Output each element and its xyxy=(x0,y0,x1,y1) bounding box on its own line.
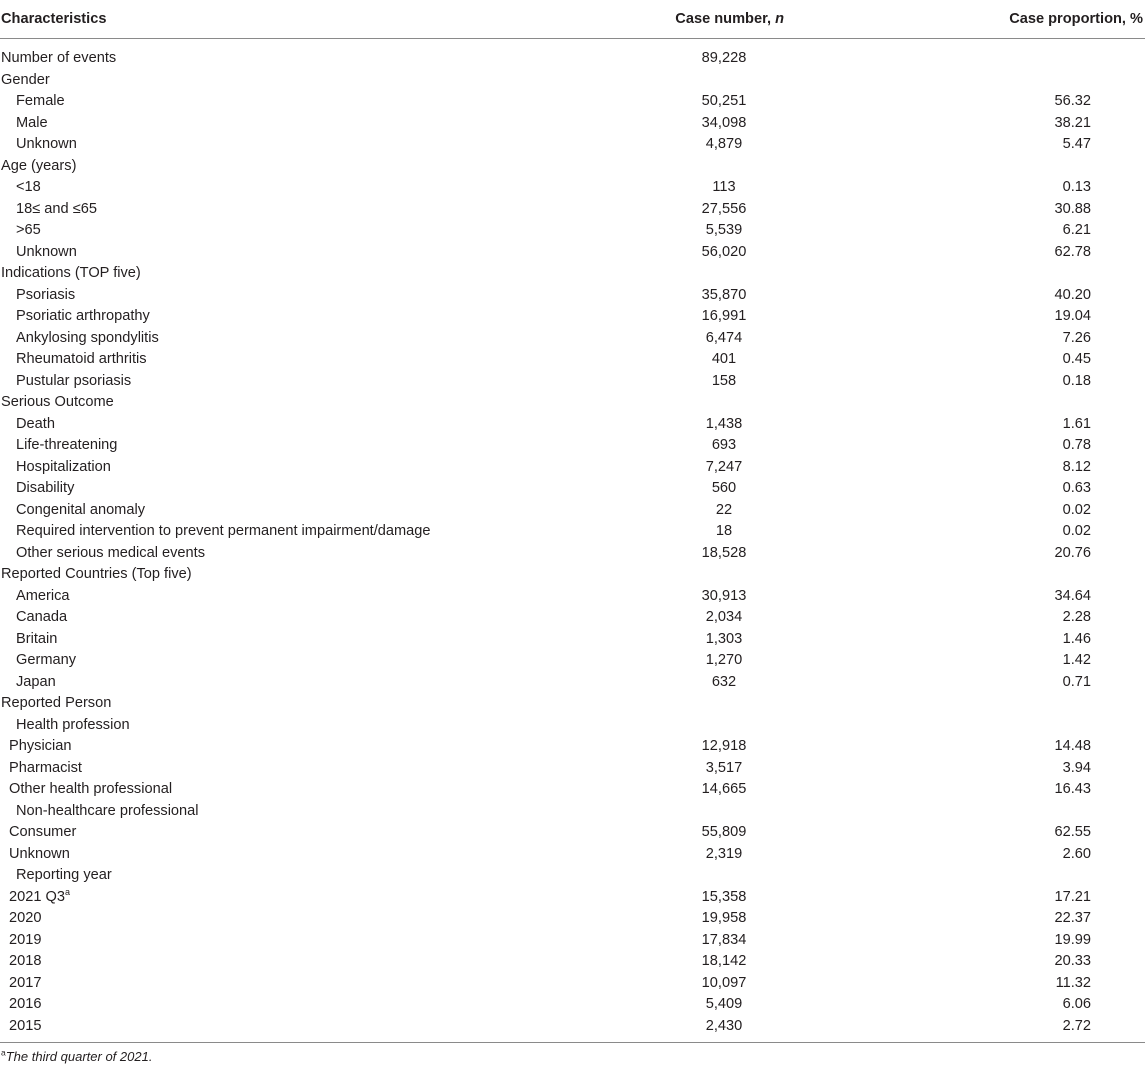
row-label-text: Age (years) xyxy=(1,157,77,174)
row-label-text: Canada xyxy=(16,609,68,625)
row-label xyxy=(9,951,41,973)
case-number-cell: 18 xyxy=(715,523,733,539)
row-label-text: Congenital anomaly xyxy=(16,501,145,518)
row-label-text: Reporting year xyxy=(16,867,112,883)
row-label-text: 2016 xyxy=(9,996,42,1012)
row-label xyxy=(1,263,141,285)
case-number-cell: 22 xyxy=(715,501,733,518)
row-label-text: Reported Countries (Top five) xyxy=(1,566,192,582)
header-case-number xyxy=(675,10,784,28)
row-label-text: Non-healthcare professional xyxy=(16,802,199,819)
row-label xyxy=(16,91,65,113)
case-number-cell: 2,430 xyxy=(705,1017,743,1034)
header-case-number-var: n xyxy=(775,11,784,27)
case-number-cell: 12,918 xyxy=(701,738,747,754)
table-footnote xyxy=(1,1049,152,1065)
case-proportion-cell: 11.32 xyxy=(1055,974,1091,991)
row-label xyxy=(1,48,116,70)
row-label-text: 2015 xyxy=(9,1017,42,1034)
case-number-cell: 34,098 xyxy=(701,114,747,131)
case-proportion-cell: 56.32 xyxy=(1054,93,1091,109)
case-proportion-cell: 2.60 xyxy=(1062,845,1091,862)
row-label-text: Male xyxy=(16,114,48,131)
case-proportion-cell: 0.63 xyxy=(1062,480,1091,496)
row-label xyxy=(9,1016,41,1038)
case-number-cell: 1,438 xyxy=(705,415,743,432)
case-number-cell: 632 xyxy=(711,673,737,690)
row-label xyxy=(16,199,97,221)
row-label-text: <18 xyxy=(16,179,41,195)
case-proportion-cell: 40.20 xyxy=(1054,286,1091,303)
row-label-text: Consumer xyxy=(9,824,77,840)
case-number-cell: 5,539 xyxy=(705,222,743,238)
case-number-cell: 401 xyxy=(711,351,737,367)
row-label-text: Serious Outcome xyxy=(1,394,114,410)
table-row xyxy=(0,371,1145,393)
table-row xyxy=(0,199,1145,221)
table-row xyxy=(0,263,1145,285)
case-proportion-cell: 19.04 xyxy=(1054,308,1091,324)
row-label xyxy=(1,693,111,715)
row-label xyxy=(16,478,74,500)
case-proportion-cell: 0.02 xyxy=(1062,501,1091,518)
table-header xyxy=(0,0,1145,39)
table-row xyxy=(0,521,1145,543)
row-label xyxy=(1,70,50,92)
case-number-cell: 5,409 xyxy=(705,996,743,1012)
table-row xyxy=(0,328,1145,350)
case-proportion-cell: 34.64 xyxy=(1054,587,1091,604)
table-row xyxy=(0,1016,1145,1038)
row-label-text: Death xyxy=(16,415,55,432)
row-label-text: 2021 Q3 xyxy=(9,888,65,905)
table-row xyxy=(0,156,1145,178)
row-label-text: Psoriatic arthropathy xyxy=(16,308,150,324)
row-label xyxy=(16,328,159,350)
table-row xyxy=(0,220,1145,242)
row-label xyxy=(16,543,205,565)
row-label xyxy=(9,736,71,758)
case-number-cell: 2,034 xyxy=(705,609,743,625)
table-row xyxy=(0,930,1145,952)
row-label xyxy=(9,973,41,995)
row-label-text: Number of events xyxy=(1,50,117,66)
case-number-cell: 3,517 xyxy=(705,759,743,776)
case-proportion-cell: 0.02 xyxy=(1062,523,1091,539)
case-proportion-cell: 2.72 xyxy=(1062,1017,1091,1034)
case-number-cell: 19,958 xyxy=(701,910,747,926)
case-number-cell: 7,247 xyxy=(705,458,743,475)
table-row xyxy=(0,177,1145,199)
table-row xyxy=(0,586,1145,608)
case-proportion-cell: 19.99 xyxy=(1054,931,1091,948)
row-label-text: 2018 xyxy=(9,953,42,969)
case-number-cell: 55,809 xyxy=(701,824,747,840)
row-label xyxy=(16,521,431,543)
case-proportion-cell: 22.37 xyxy=(1054,910,1091,926)
case-proportion-cell: 1.61 xyxy=(1062,415,1091,432)
table-row xyxy=(0,822,1145,844)
table-row xyxy=(0,607,1145,629)
row-label-text: Unknown xyxy=(9,845,70,862)
table-row xyxy=(0,736,1145,758)
footnote-ref: a xyxy=(65,886,71,897)
table-row xyxy=(0,715,1145,737)
table-row xyxy=(0,758,1145,780)
table-row xyxy=(0,908,1145,930)
case-number-cell: 560 xyxy=(711,480,737,496)
case-proportion-cell: 62.78 xyxy=(1054,243,1091,260)
row-label xyxy=(16,371,131,393)
row-label-text: Other health professional xyxy=(9,781,173,797)
case-proportion-cell: 5.47 xyxy=(1062,136,1091,152)
case-number-cell: 27,556 xyxy=(701,200,747,217)
row-label-text: Health profession xyxy=(16,716,130,733)
row-label-text: Reported Person xyxy=(1,695,112,711)
row-label xyxy=(16,457,111,479)
row-label-text: America xyxy=(16,587,70,604)
case-number-cell: 1,303 xyxy=(705,630,743,647)
row-label-text: Pharmacist xyxy=(9,759,82,776)
table-row xyxy=(0,285,1145,307)
table-row xyxy=(0,478,1145,500)
row-label xyxy=(9,908,41,930)
case-number-cell: 89,228 xyxy=(701,50,747,66)
row-label xyxy=(9,844,70,866)
row-label-text: Physician xyxy=(9,738,72,754)
case-proportion-cell: 20.76 xyxy=(1054,544,1091,561)
row-label-text: 18≤ and ≤65 xyxy=(16,200,97,217)
case-number-cell: 35,870 xyxy=(701,286,747,303)
case-number-cell: 1,270 xyxy=(705,652,743,668)
row-label-text: Other serious medical events xyxy=(16,544,205,561)
row-label xyxy=(9,887,70,909)
case-proportion-cell: 1.42 xyxy=(1062,652,1091,668)
row-label xyxy=(16,306,150,328)
row-label xyxy=(16,672,56,694)
table-row xyxy=(0,543,1145,565)
row-label-text: Female xyxy=(16,93,65,109)
case-proportion-cell: 8.12 xyxy=(1062,458,1091,475)
case-number-cell: 18,528 xyxy=(701,544,747,561)
table-row xyxy=(0,844,1145,866)
row-label-text: Life-threatening xyxy=(16,437,118,453)
case-number-cell: 18,142 xyxy=(701,953,747,969)
case-proportion-cell: 0.13 xyxy=(1062,179,1091,195)
case-proportion-cell: 30.88 xyxy=(1054,200,1091,217)
row-label xyxy=(16,414,55,436)
header-case-number-text: Case number, xyxy=(675,11,772,27)
case-proportion-cell: 20.33 xyxy=(1054,953,1091,969)
row-label xyxy=(9,758,82,780)
table-row xyxy=(0,500,1145,522)
row-label xyxy=(16,586,70,608)
case-proportion-cell: 3.94 xyxy=(1062,759,1091,776)
row-label xyxy=(16,220,41,242)
table-row xyxy=(0,48,1145,70)
row-label-text: Hospitalization xyxy=(16,458,111,475)
table-row xyxy=(0,91,1145,113)
case-number-cell: 17,834 xyxy=(701,931,747,948)
case-number-cell: 4,879 xyxy=(705,136,743,152)
row-label xyxy=(9,822,76,844)
table-row xyxy=(0,994,1145,1016)
case-proportion-cell: 16.43 xyxy=(1054,781,1091,797)
case-number-cell: 693 xyxy=(711,437,737,453)
row-label xyxy=(16,801,199,823)
table-row xyxy=(0,629,1145,651)
row-label-text: Unknown xyxy=(16,136,77,152)
row-label xyxy=(16,607,67,629)
row-label xyxy=(16,435,117,457)
row-label xyxy=(16,177,41,199)
row-label-text: 2017 xyxy=(9,974,42,991)
row-label-text: Indications (TOP five) xyxy=(1,265,141,281)
row-label-text: Rheumatoid arthritis xyxy=(16,351,147,367)
table-row xyxy=(0,457,1145,479)
table-row xyxy=(0,801,1145,823)
row-label xyxy=(9,994,41,1016)
case-number-cell: 2,319 xyxy=(705,845,743,862)
table-row xyxy=(0,349,1145,371)
row-label xyxy=(9,779,172,801)
row-label-text: Unknown xyxy=(16,243,77,260)
case-number-cell: 16,991 xyxy=(701,308,747,324)
table-row xyxy=(0,779,1145,801)
case-proportion-cell: 6.06 xyxy=(1062,996,1091,1012)
case-proportion-cell: 0.71 xyxy=(1062,673,1091,690)
table-bottom-rule xyxy=(0,1042,1145,1043)
row-label xyxy=(16,629,57,651)
row-label xyxy=(1,156,76,178)
header-case-proportion: Case proportion, % xyxy=(1009,11,1143,27)
case-number-cell: 113 xyxy=(712,179,736,195)
table-row xyxy=(0,435,1145,457)
row-label-text: Gender xyxy=(1,71,50,88)
row-label xyxy=(16,650,76,672)
case-number-cell: 30,913 xyxy=(701,587,747,604)
row-label xyxy=(1,564,192,586)
case-proportion-cell: 2.28 xyxy=(1062,609,1091,625)
row-label-text: 2019 xyxy=(9,931,42,948)
table-row xyxy=(0,951,1145,973)
table-row xyxy=(0,672,1145,694)
row-label xyxy=(1,392,114,414)
case-number-cell: 10,097 xyxy=(701,974,747,991)
table-row xyxy=(0,887,1145,909)
table-row xyxy=(0,865,1145,887)
case-proportion-cell: 17.21 xyxy=(1054,888,1091,905)
row-label xyxy=(16,113,48,135)
case-number-cell: 14,665 xyxy=(701,781,747,797)
row-label-text: Psoriasis xyxy=(16,286,76,303)
row-label xyxy=(16,865,112,887)
table-row xyxy=(0,564,1145,586)
footnote-text: The third quarter of 2021. xyxy=(5,1049,153,1064)
row-label-text: >65 xyxy=(16,222,41,238)
case-number-cell: 15,358 xyxy=(701,888,747,905)
row-label-text: Pustular psoriasis xyxy=(16,372,132,389)
row-label-text: Japan xyxy=(16,673,56,690)
row-label xyxy=(16,349,147,371)
row-label-text: 2020 xyxy=(9,910,42,926)
row-label xyxy=(16,715,130,737)
table-row xyxy=(0,70,1145,92)
table-row xyxy=(0,392,1145,414)
row-label-text: Ankylosing spondylitis xyxy=(16,329,159,346)
case-number-cell: 158 xyxy=(711,372,737,389)
case-proportion-cell: 62.55 xyxy=(1054,824,1091,840)
table-row xyxy=(0,306,1145,328)
row-label-text: Germany xyxy=(16,652,77,668)
table-row xyxy=(0,242,1145,264)
case-number-cell: 50,251 xyxy=(701,93,747,109)
table-row xyxy=(0,650,1145,672)
case-proportion-cell: 0.45 xyxy=(1062,351,1091,367)
table-row xyxy=(0,113,1145,135)
row-label xyxy=(9,930,41,952)
case-proportion-cell: 0.18 xyxy=(1062,372,1091,389)
footnote-mark: a xyxy=(1,1047,6,1058)
case-proportion-cell: 38.21 xyxy=(1054,114,1091,131)
table-row xyxy=(0,973,1145,995)
case-number-cell: 56,020 xyxy=(701,243,747,260)
row-label xyxy=(16,134,77,156)
case-proportion-cell: 6.21 xyxy=(1062,222,1091,238)
row-label-text: Disability xyxy=(16,480,75,496)
table-body xyxy=(0,39,1145,1037)
row-label xyxy=(16,242,77,264)
row-label-text: Required intervention to prevent permanent impairment/damage xyxy=(16,523,431,539)
table-row xyxy=(0,134,1145,156)
case-proportion-cell: 7.26 xyxy=(1062,329,1091,346)
row-label-text: Britain xyxy=(16,630,58,647)
case-proportion-cell: 14.48 xyxy=(1054,738,1091,754)
table-row xyxy=(0,414,1145,436)
case-proportion-cell: 1.46 xyxy=(1062,630,1091,647)
row-label xyxy=(16,285,75,307)
table-row xyxy=(0,693,1145,715)
header-characteristics: Characteristics xyxy=(1,11,107,27)
case-proportion-cell: 0.78 xyxy=(1062,437,1091,453)
row-label xyxy=(16,500,145,522)
case-number-cell: 6,474 xyxy=(705,329,743,346)
